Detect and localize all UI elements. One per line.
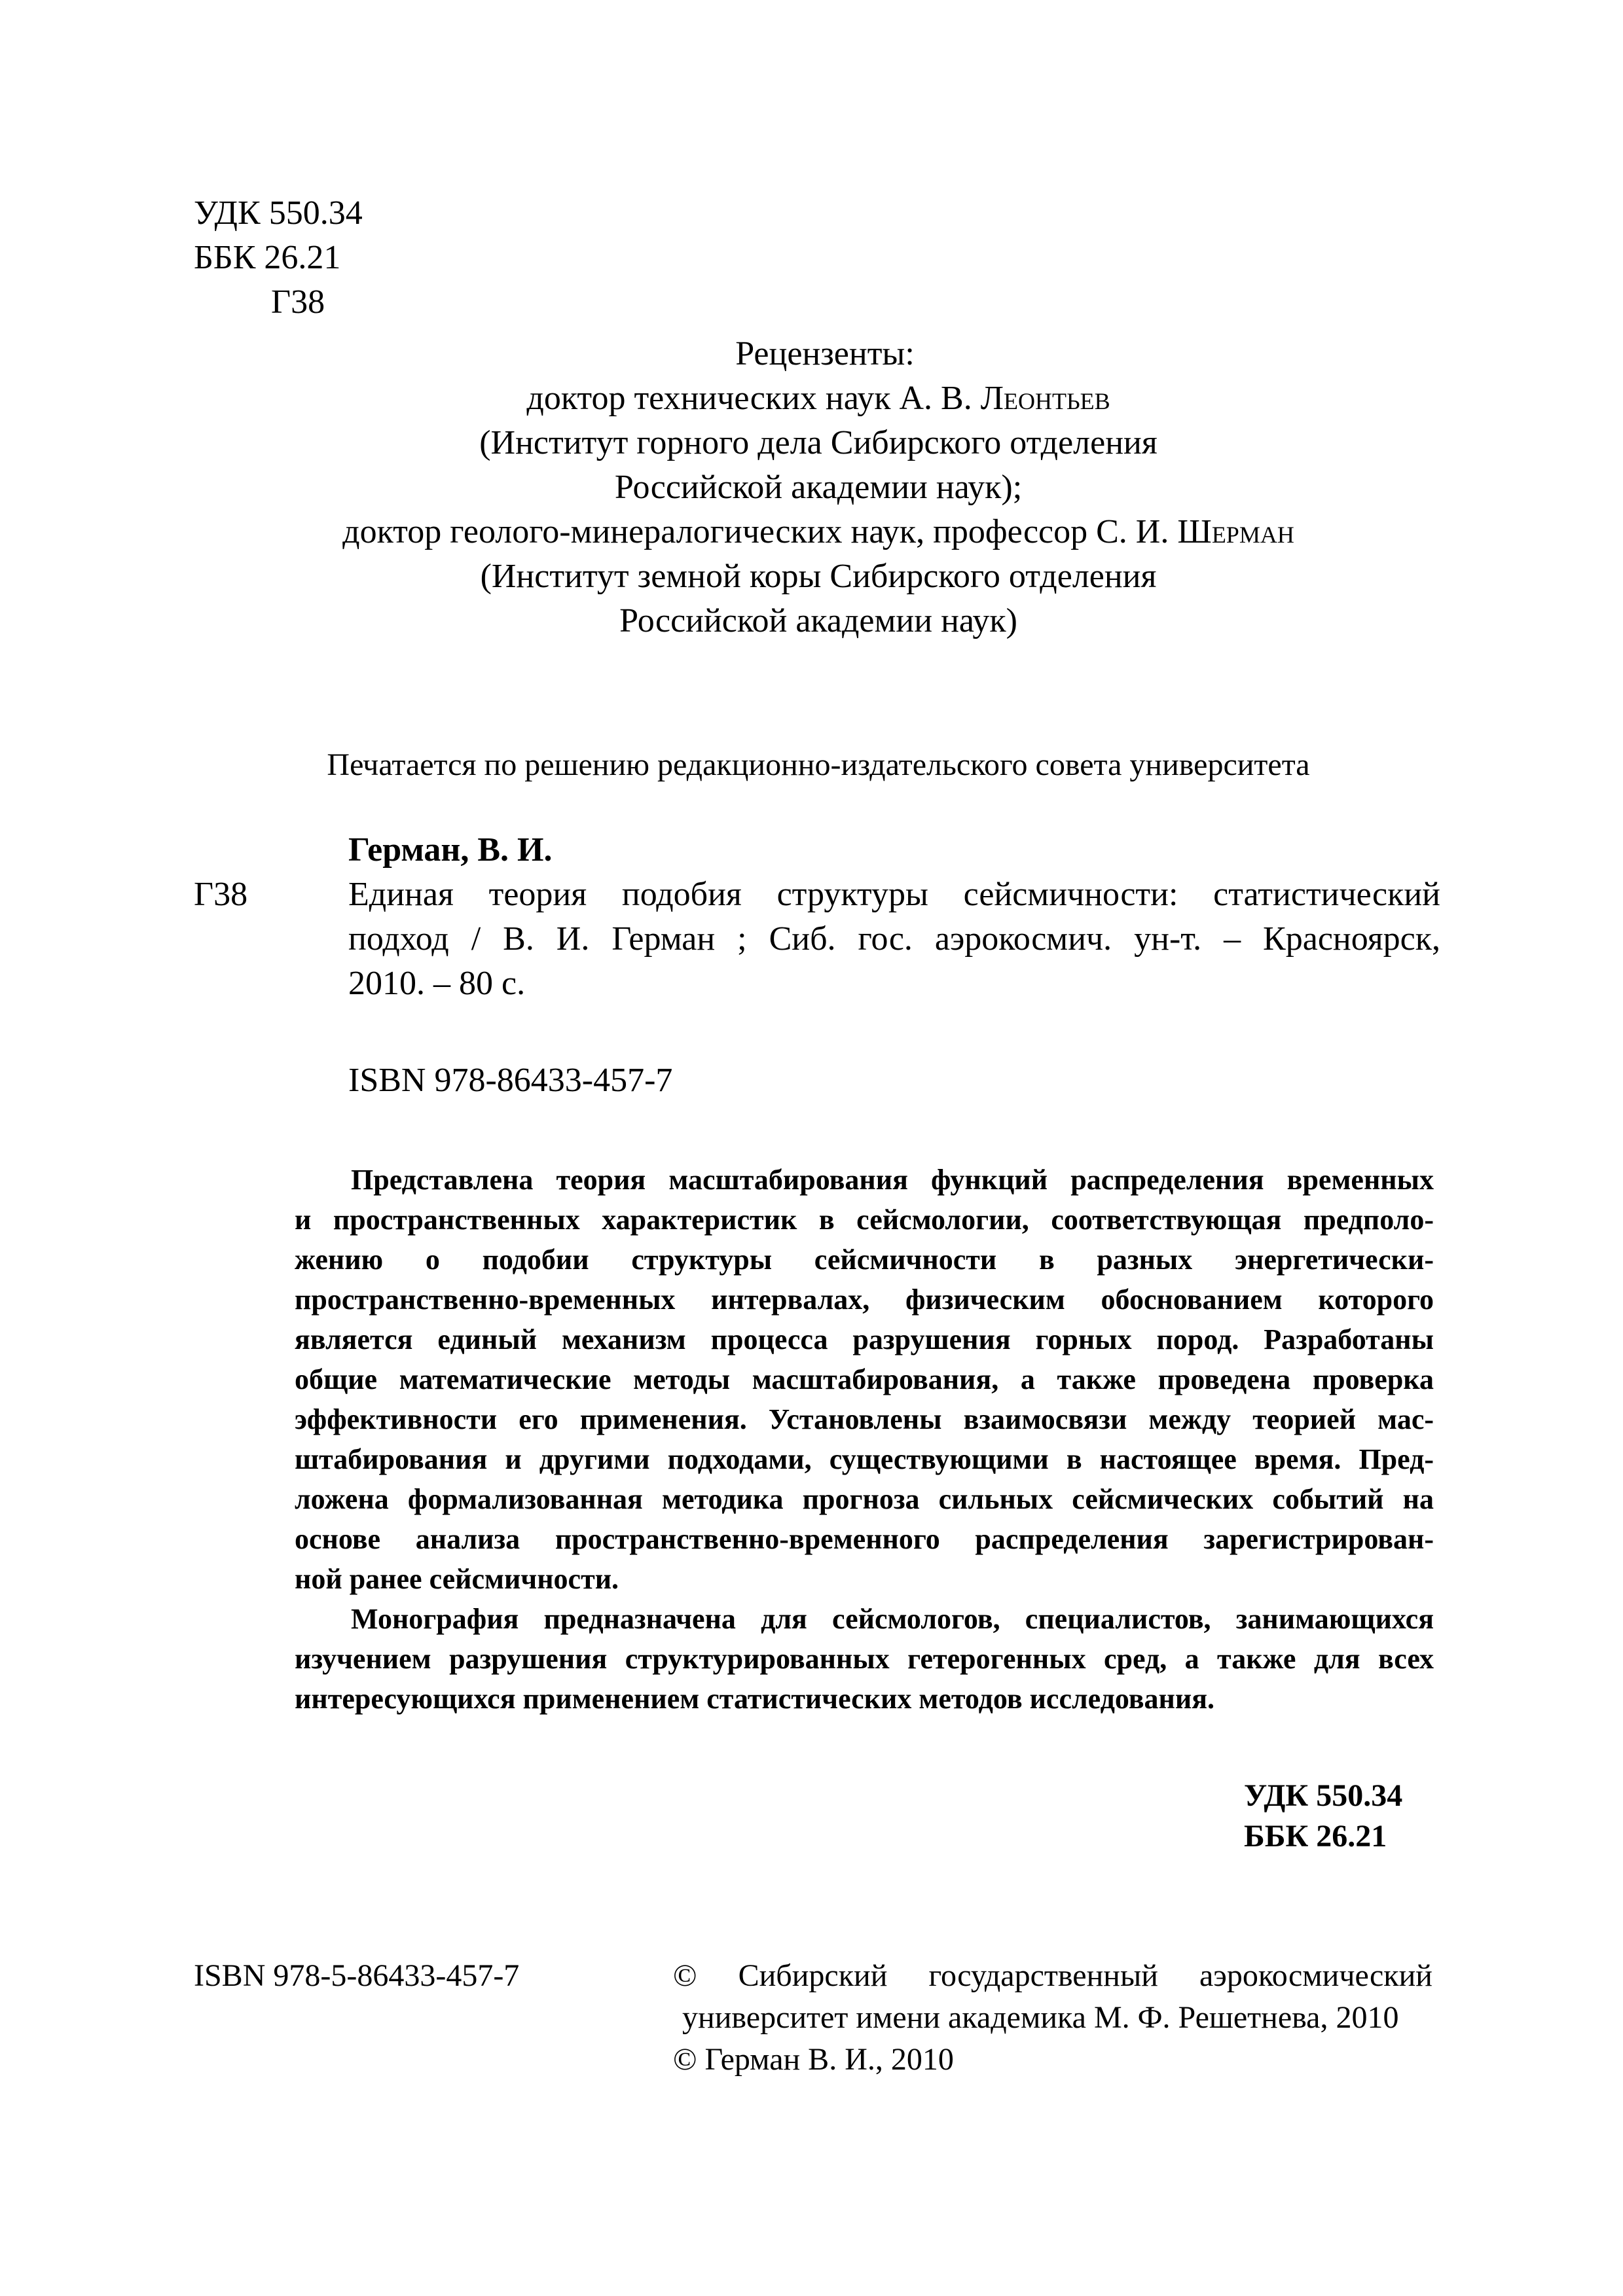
- bbk-code: ББК 26.21: [194, 239, 341, 276]
- abstract-line: ложена формализованная методика прогноза сильных сейсмических событий на: [295, 1483, 1434, 1515]
- reviewers-block: [249, 334, 1388, 645]
- bibliographic-description: [348, 874, 1440, 1008]
- copyright-block: [673, 1957, 1432, 2083]
- isbn-footer: ISBN 978-5-86433-457-7: [194, 1958, 520, 1993]
- bib-line: 2010. – 80 с.: [348, 965, 526, 1002]
- abstract-line: жению о подобии структуры сейсмичности в разных энергетически-: [295, 1244, 1434, 1276]
- abstract-line: штабирования и другими подходами, существующими в настоящее время. Пред-: [295, 1443, 1434, 1475]
- author-heading: Герман, В. И.: [348, 831, 553, 869]
- abstract-line: изучением разрушения структурированных гетерогенных сред, а также для всех: [295, 1643, 1434, 1675]
- abstract-line: и пространственных характеристик в сейсмологии, соответствующая предполо-: [295, 1204, 1434, 1236]
- udk-code: УДК 550.34: [194, 194, 363, 232]
- abstract-line: является единый механизм процесса разрушения горных пород. Разработаны: [295, 1323, 1434, 1355]
- abstract-paragraph: [295, 1599, 1434, 1719]
- abstract-line: интересующихся применением статистических методов исследования.: [295, 1683, 1215, 1715]
- abstract-line: Представлена теория масштабирования функций распределения временных: [351, 1164, 1434, 1196]
- abstract: [295, 1160, 1434, 1719]
- copyright-line: университет имени академика М. Ф. Решетнева, 2010: [682, 2000, 1399, 2035]
- reviewer-line: [249, 378, 1388, 423]
- author-mark: Г38: [271, 283, 325, 321]
- reviewer-line: Российской академии наук): [619, 602, 1017, 639]
- isbn-record: ISBN 978-86433-457-7: [348, 1062, 673, 1099]
- abstract-line: общие математические методы масштабирования, а также проведена проверка: [295, 1363, 1434, 1395]
- abstract-line: пространственно-временных интервалах, физическим обоснованием которого: [295, 1283, 1434, 1316]
- bib-line: Единая теория подобия структуры сейсмичности: статистический: [348, 876, 1440, 913]
- copyright-line: © Сибирский государственный аэрокосмический: [673, 1958, 1432, 1993]
- bibliographic-mark: Г38: [194, 876, 248, 913]
- reviewers-heading: Рецензенты:: [735, 335, 915, 372]
- reviewer-line: (Институт горного дела Сибирского отделения: [479, 424, 1158, 461]
- abstract-paragraph: [295, 1160, 1434, 1599]
- reviewer-text: доктор геолого-минералогических наук, профессор С. И.: [342, 513, 1178, 550]
- classification-codes: [194, 193, 363, 327]
- abstract-line: основе анализа пространственно-временного распределения зарегистрирован-: [295, 1523, 1434, 1555]
- bbk-code-bottom: ББК 26.21: [1244, 1819, 1387, 1854]
- publication-decision: Печатается по решению редакционно-издательского совета университета: [327, 747, 1310, 782]
- reviewer-text: доктор технических наук А. В.: [526, 380, 981, 417]
- abstract-line: эффективности его применения. Установлены взаимосвязи между теорией мас-: [295, 1403, 1434, 1435]
- udk-code-bottom: УДК 550.34: [1244, 1778, 1403, 1813]
- bib-line: подход / В. И. Герман ; Сиб. гос. аэрокосмич. ун-т. – Красноярск,: [348, 920, 1440, 958]
- abstract-line: Монография предназначена для сейсмологов, специалистов, занимающихся: [351, 1603, 1434, 1635]
- reviewer-line: [249, 512, 1388, 556]
- abstract-line: ной ранее сейсмичности.: [295, 1563, 619, 1595]
- reviewer-line: (Институт земной коры Сибирского отделения: [480, 558, 1157, 595]
- reviewer-line: Российской академии наук);: [614, 469, 1023, 506]
- reviewer-name: Шерман: [1177, 513, 1294, 550]
- copyright-line: © Герман В. И., 2010: [673, 2042, 954, 2077]
- reviewer-name: Леонтьев: [980, 380, 1110, 417]
- classification-codes-bottom: [1244, 1777, 1402, 1858]
